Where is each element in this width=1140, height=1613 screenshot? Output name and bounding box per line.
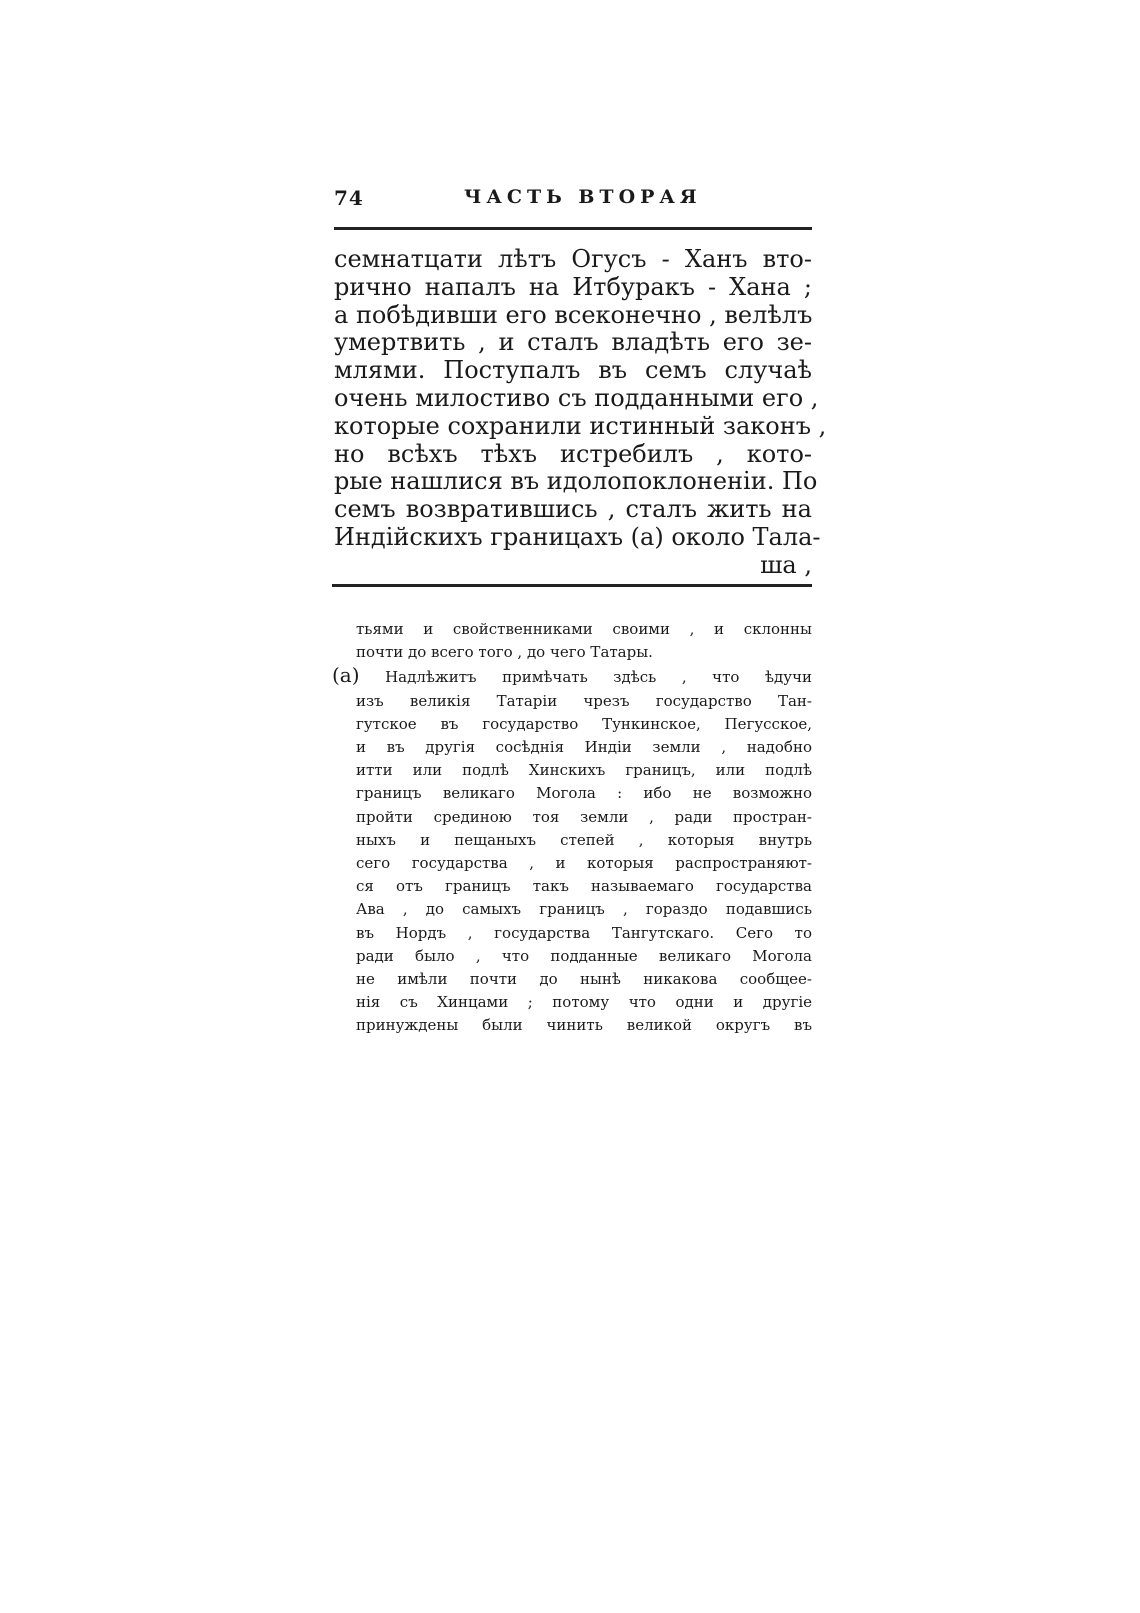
footnote-marker: (а) [332, 663, 360, 688]
main-text [334, 245, 827, 580]
page-number: 74 [334, 186, 364, 210]
footnote-line: Ава , до самыхъ границъ , гораздо подавшись [356, 900, 812, 919]
text-line: млями. Поступалъ въ семъ случаѣ [334, 356, 812, 385]
footnotes [332, 618, 812, 1038]
text-line: семъ возвратившись , сталъ жить на [334, 495, 812, 524]
footnote-line: нія съ Хинцами ; потому что одни и другіе [356, 993, 812, 1012]
catchword: ша , [760, 550, 812, 579]
footnote-line: принуждены были чинить великой округъ въ [356, 1016, 812, 1035]
footnote-line: пройти срединою тоя земли , ради простран- [356, 807, 812, 826]
footnote-rule [332, 584, 812, 587]
footnote-line: гутское въ государство Тункинское, Пегусское, [356, 714, 812, 733]
text-line: но всѣхъ тѣхъ истребилъ , кото- [334, 439, 812, 468]
text-line: очень милостиво съ подданными его , [334, 383, 819, 412]
footnote-line: не имѣли почти до нынѣ никакова сообщее- [356, 970, 812, 989]
footnote-a-first-line [332, 664, 812, 689]
footnote-line: итти или подлѣ Хинскихъ границъ, или подлѣ [356, 761, 812, 780]
text-line: рые нашлися въ идолопоклоненіи. По [334, 467, 818, 496]
text-line: умертвить , и сталъ владѣть его зе- [334, 328, 812, 357]
running-title: ЧАСТЬ ВТОРАЯ [464, 186, 702, 208]
footnote-line-text: Надлѣжитъ примѣчать здѣсь , что ѣдучи [385, 668, 812, 687]
footnote-line: сего государства , и которыя распространяют- [356, 854, 812, 873]
text-line: семнатцати лѣтъ Огусъ - Ханъ вто- [334, 245, 812, 273]
footnote-line: границъ великаго Могола : ибо не возможно [356, 784, 812, 803]
footnote-line: изъ великія Татаріи чрезъ государство Тан- [356, 691, 812, 710]
footnote-line: тьями и свойственниками своими , и склонны [356, 620, 812, 638]
header-rule [334, 227, 812, 230]
text-line: рично напалъ на Итбуракъ - Хана ; [334, 272, 812, 301]
footnote-line: и въ другія сосѣднія Индіи земли , надобно [356, 738, 812, 757]
footnote-line: въ Нордъ , государства Тангутскаго. Сего то [356, 923, 812, 942]
footnote-line: ради было , что подданные великаго Могола [356, 946, 812, 965]
footnote-line: почти до всего того , до чего Татары. [356, 643, 653, 662]
text-line: а побѣдивши его всеконечно , велѣлъ [334, 300, 813, 329]
footnote-line: ныхъ и пещаныхъ степей , которыя внутрь [356, 830, 812, 849]
footnote-line: ся отъ границъ такъ называемаго государства [356, 877, 812, 896]
text-line: которые сохранили истинный законъ , [334, 411, 827, 440]
page-header [334, 186, 812, 216]
text-line: Индійскихъ границахъ (а) около Тала- [334, 522, 821, 551]
